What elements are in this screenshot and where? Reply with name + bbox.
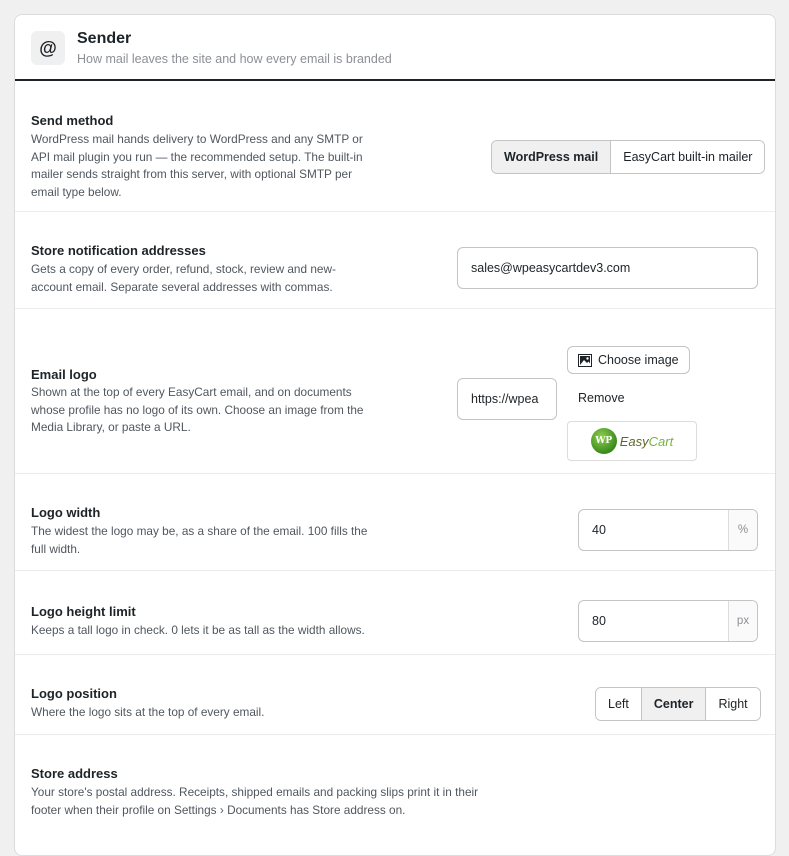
send-method-toggle [491,140,765,174]
logo-width-input[interactable] [578,509,758,551]
remove-logo-link[interactable]: Remove [578,391,625,405]
easycart-logo-text [620,434,673,449]
email-logo-row [15,309,775,474]
logo-height-input[interactable] [578,600,758,642]
send-method-label: Send method [31,113,114,128]
logo-text-easy: Easy [619,433,649,449]
send-method-row [15,81,775,212]
easycart-logo-mark: WP [591,428,617,454]
logo-position-description: Where the logo sits at the top of every email. [31,705,265,719]
logo-height-description: Keeps a tall logo in check. 0 lets it be as tall as the width allows. [31,623,365,637]
logo-position-toggle [595,687,761,721]
notification-addresses-input[interactable]: sales@wpeasycartdev3.com [457,247,758,289]
send-method-option-builtin[interactable]: EasyCart built-in mailer [610,141,764,173]
store-address-row [15,735,775,855]
send-method-description: WordPress mail hands delivery to WordPress and any SMTP or API mail plugin you run — the recommended setup. The built-in mailer sends straight from this server, with optional SMTP per email type below. [31,132,363,199]
notification-addresses-row [15,212,775,309]
logo-preview [567,421,697,461]
choose-image-button[interactable] [567,346,690,374]
logo-position-left[interactable]: Left [596,688,641,720]
card-title: Sender [77,30,132,47]
logo-width-label: Logo width [31,505,101,520]
logo-text-cart: Cart [648,433,674,449]
logo-width-description: The widest the logo may be, as a share of the email. 100 fills the full width. [31,524,368,556]
logo-position-row [15,655,775,735]
logo-width-unit: % [728,510,757,550]
card-subtitle: How mail leaves the site and how every email is branded [77,52,392,66]
logo-position-right[interactable]: Right [705,688,759,720]
email-logo-label: Email logo [31,367,97,382]
at-sign-icon: @ [31,31,65,65]
logo-height-value[interactable]: 80 [592,614,606,628]
logo-height-label: Logo height limit [31,604,136,619]
choose-image-label: Choose image [598,353,679,367]
logo-position-label: Logo position [31,686,117,701]
email-logo-url-input[interactable]: https://wpea [457,378,557,420]
notification-addresses-description: Gets a copy of every order, refund, stock, review and new-account email. Separate several addresses with commas. [31,262,336,294]
logo-position-center[interactable]: Center [641,688,706,720]
logo-height-row [15,571,775,655]
send-method-option-wordpress[interactable]: WordPress mail [492,141,610,173]
logo-width-value[interactable]: 40 [592,523,606,537]
card-header [15,15,775,81]
sender-settings-card [14,14,776,856]
store-address-label: Store address [31,766,118,781]
notification-addresses-label: Store notification addresses [31,243,206,258]
logo-height-unit: px [728,601,757,641]
image-icon [578,354,592,367]
email-logo-description: Shown at the top of every EasyCart email, and on documents whose profile has no logo of its own. Choose an image from the Media Library, or paste a URL. [31,385,364,434]
logo-width-row [15,474,775,571]
store-address-description: Your store's postal address. Receipts, shipped emails and packing slips print it in their footer when their profile on Settings › Documents has Store address on. [31,785,479,817]
